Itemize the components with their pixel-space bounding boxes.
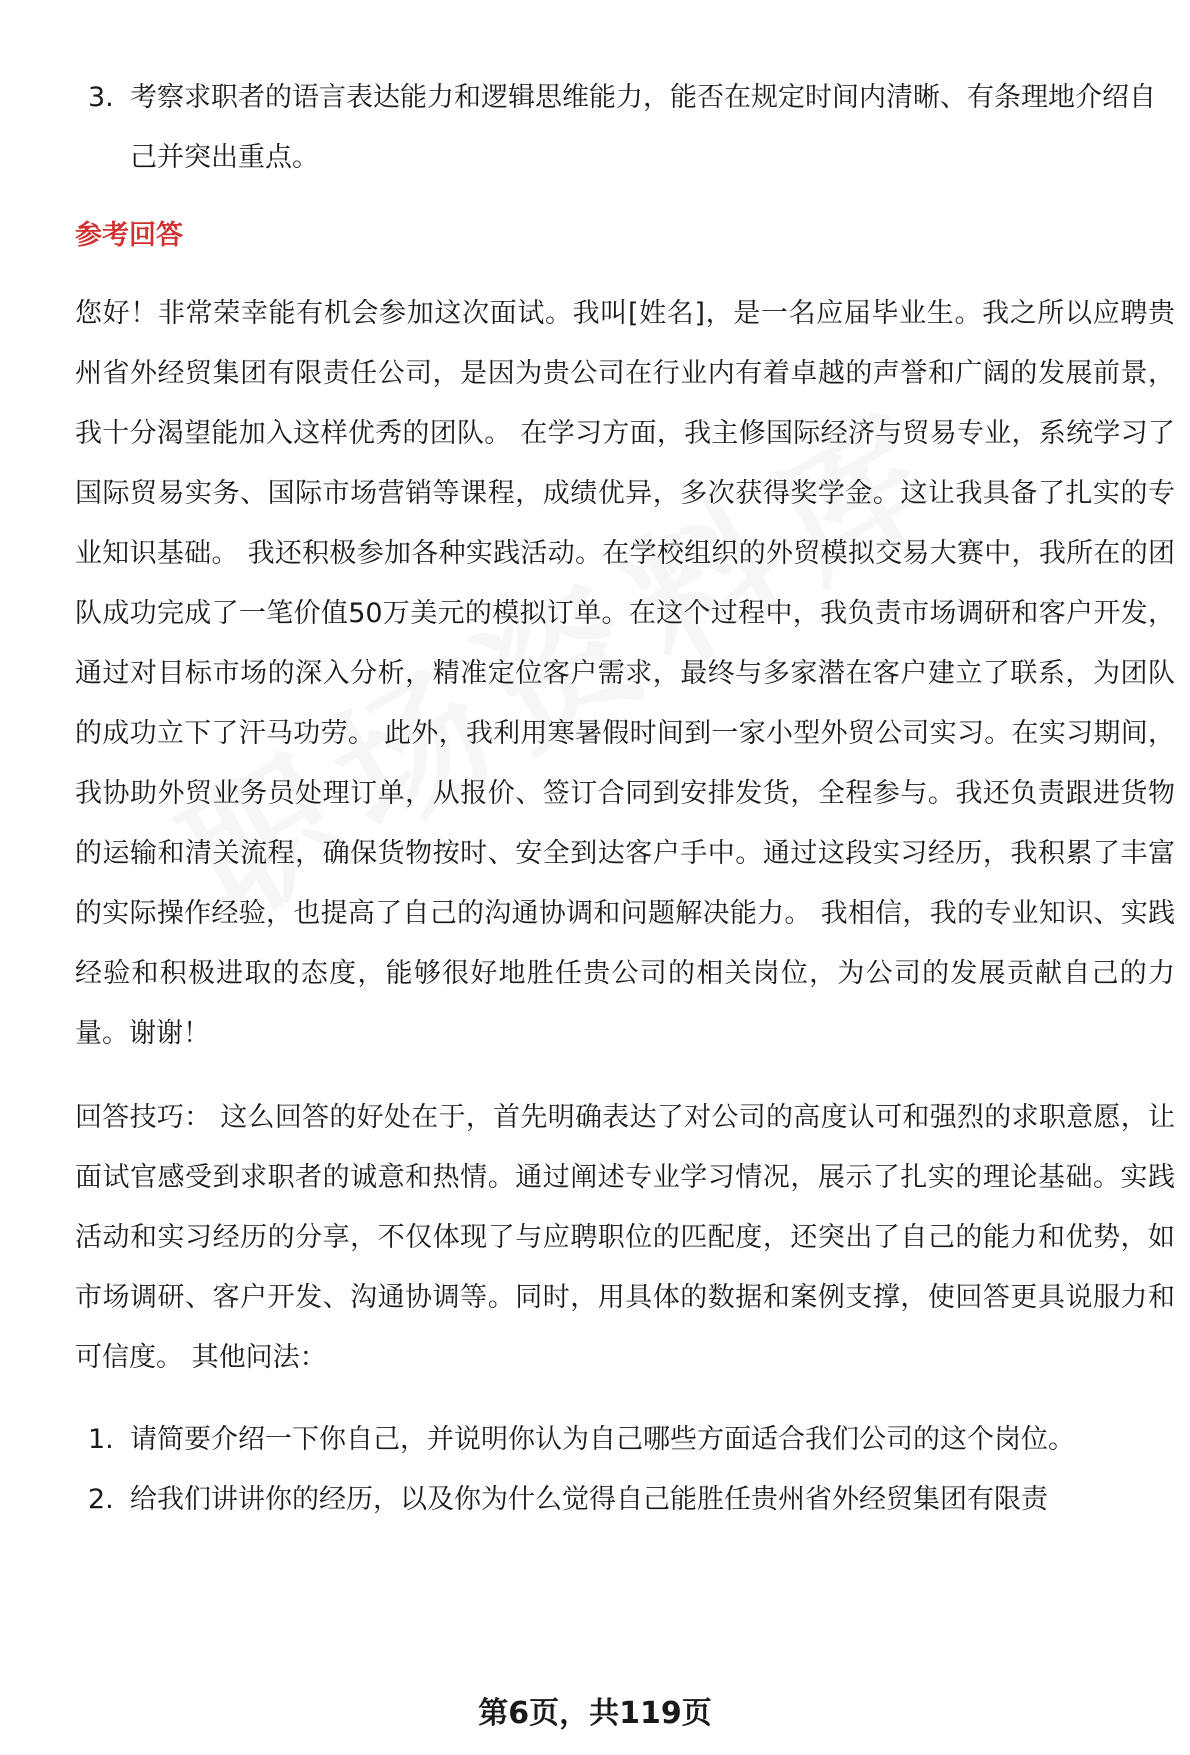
top-list bbox=[75, 68, 1175, 188]
list-item bbox=[75, 68, 1175, 188]
answer-paragraph: 您好！非常荣幸能有机会参加这次面试。我叫[姓名]，是一名应届毕业生。我之所以应聘贵州省外经贸集团有限责任公司，是因为贵公司在行业内有着卓越的声誉和广阔的发展前景，我十分渴望能加入这样优秀的团队。 在学习方面，我主修国际经济与贸易专业，系统学习了国际贸易实务、国际市场营销等课程，成绩优异，多次获得奖学金。这让我具备了扎实的专业知识基础。 我还积极参加各种实践活动。在学校组织的外贸模拟交易大赛中，我所在的团队成功完成了一笔价值50万美元的模拟订单。在这个过程中，我负责市场调研和客户开发，通过对目标市场的深入分析，精准定位客户需求，最终与多家潜在客户建立了联系，为团队的成功立下了汗马功劳。 此外，我利用寒暑假时间到一家小型外贸公司实习。在实习期间，我协助外贸业务员处理订单，从报价、签订合同到安排发货，全程参与。我还负责跟进货物的运输和清关流程，确保货物按时、安全到达客户手中。通过这段实习经历，我积累了丰富的实际操作经验，也提高了自己的沟通协调和问题解决能力。 我相信，我的专业知识、实践经验和积极进取的态度，能够很好地胜任贵公司的相关岗位，为公司的发展贡献自己的力量。谢谢！ bbox=[75, 298, 1175, 1049]
list-item-text: 考察求职者的语言表达能力和逻辑思维能力，能否在规定时间内清晰、有条理地介绍自己并突出重点。 bbox=[130, 82, 1156, 173]
list-item-text: 请简要介绍一下你自己，并说明你认为自己哪些方面适合我们公司的这个岗位。 bbox=[130, 1424, 1075, 1455]
list-item-number: 2. bbox=[88, 1484, 114, 1515]
list-item-number: 3. bbox=[88, 82, 114, 113]
list-item-number: 1. bbox=[88, 1424, 114, 1455]
page-footer: 第6页，共119页 bbox=[478, 1696, 712, 1731]
other-questions-list bbox=[75, 1410, 1175, 1530]
list-item-text: 给我们讲讲你的经历，以及你为什么觉得自己能胜任贵州省外经贸集团有限责 bbox=[130, 1484, 1048, 1515]
answer-heading: 参考回答 bbox=[75, 220, 183, 251]
list-item bbox=[75, 1410, 1175, 1470]
list-item bbox=[75, 1470, 1175, 1530]
tips-paragraph: 回答技巧： 这么回答的好处在于，首先明确表达了对公司的高度认可和强烈的求职意愿，让面试官感受到求职者的诚意和热情。通过阐述专业学习情况，展示了扎实的理论基础。实践活动和实习经历的分享，不仅体现了与应聘职位的匹配度，还突出了自己的能力和优势，如市场调研、客户开发、沟通协调等。同时，用具体的数据和案例支撑，使回答更具说服力和可信度。 其他问法： bbox=[75, 1102, 1175, 1373]
page-content bbox=[75, 68, 1175, 1530]
